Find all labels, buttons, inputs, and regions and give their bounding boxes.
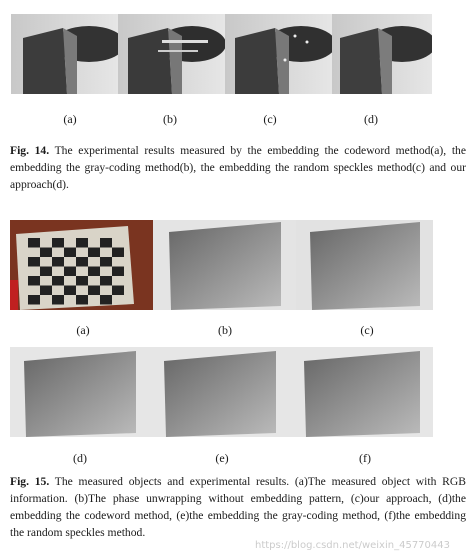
fig14-label-b: (b) — [163, 112, 177, 126]
fig14-caption-label: Fig. 14. — [10, 144, 50, 157]
fig15-image-f — [290, 347, 433, 437]
fig15-caption-label: Fig. 15. — [10, 475, 50, 488]
fig15-image-b — [153, 220, 296, 310]
fig14-caption — [10, 142, 466, 193]
fig15-image-a — [10, 220, 153, 310]
fig14-image-d — [332, 14, 432, 94]
fig14-label-d: (d) — [364, 112, 378, 126]
fig14-image-c — [225, 14, 332, 94]
fig15-label-e: (e) — [215, 451, 229, 465]
fig15-image-e — [150, 347, 290, 437]
fig14-label-c: (c) — [263, 112, 277, 126]
fig15-label-a: (a) — [76, 323, 90, 337]
fig15-image-c — [296, 220, 433, 310]
fig15-label-c: (c) — [360, 323, 374, 337]
watermark: https://blog.csdn.net/weixin_45770443 — [254, 540, 450, 551]
fig15-label-d: (d) — [73, 451, 87, 465]
fig15-image-d — [10, 347, 150, 437]
fig14-label-a: (a) — [63, 112, 77, 126]
fig15-caption — [10, 473, 466, 541]
fig14-image-a — [11, 14, 118, 94]
fig15-label-b: (b) — [218, 323, 232, 337]
fig15-caption-text: The measured objects and experimental results. (a)The measured object with RGB information. (b)The phase unwrapping without embedding pattern, (c)our approach, (d)the embedding the codeword method, (e)the embedding the gray-coding method, (f)the embedding the random speckles method. — [10, 475, 466, 539]
fig14-image-b — [118, 14, 225, 94]
fig14-caption-text: The experimental results measured by the embedding the codeword method(a), the embedding the gray-coding method(b), the embedding the random speckles method(c) and our approach(d). — [10, 144, 466, 191]
fig15-label-f: (f) — [359, 451, 371, 465]
